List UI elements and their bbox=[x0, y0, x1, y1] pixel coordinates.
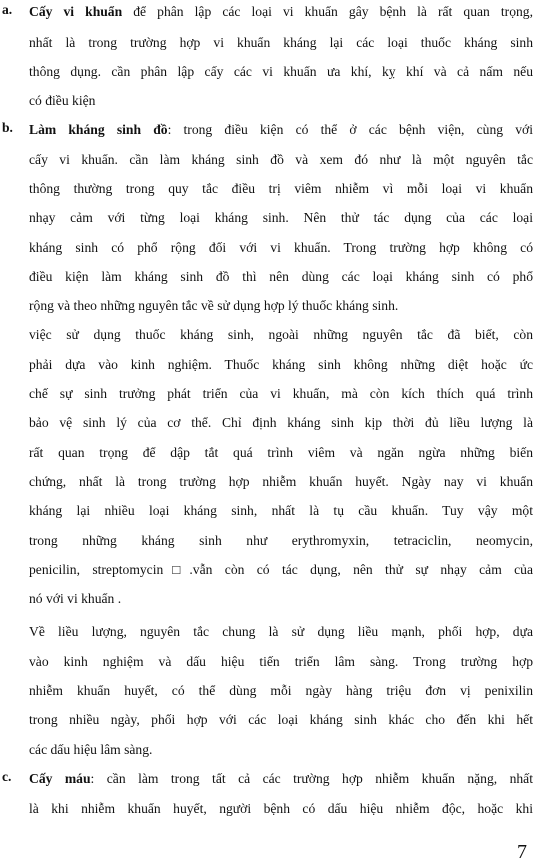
paragraph-1-line-2: phải dựa vào kinh nghiệm. Thuốc kháng sinh không những diệt hoặc ức bbox=[29, 357, 533, 372]
paragraph-2-line-4: trong nhiều ngày, phối hợp với các loại kháng sinh khác cho đến khi hết bbox=[29, 712, 533, 727]
section-c-heading: Cấy máu bbox=[29, 771, 91, 786]
paragraph-1-line-8: trong những kháng sinh như erythromyxin, tetraciclin, neomycin, bbox=[29, 533, 533, 548]
section-b-line-2: cấy vi khuẩn. cần làm kháng sinh đồ và xem đó như là một nguyên tắc bbox=[29, 152, 533, 167]
section-a-text: để phân lập các loại vi khuẩn gây bệnh là rất quan trọng, bbox=[133, 4, 533, 19]
section-b-line-1 bbox=[29, 120, 533, 140]
section-a-heading: Cấy vi khuẩn bbox=[29, 4, 123, 19]
page-number: 7 bbox=[517, 841, 527, 863]
paragraph-1-line-6: chứng, nhất là trong trường hợp nhiễm khuẩn huyết. Ngày nay vi khuẩn bbox=[29, 474, 533, 489]
section-a-line-4: có điều kiện bbox=[29, 93, 96, 108]
section-c-line-2: là khi nhiễm khuẩn huyết, người bệnh có dấu hiệu nhiễm độc, hoặc khi bbox=[29, 801, 533, 816]
paragraph-2-line-2: vào kinh nghiệm và dấu hiệu tiến triển lâm sàng. Trong trường hợp bbox=[29, 654, 533, 669]
section-b-text: : trong điều kiện có thể ở các bệnh viện, cùng với bbox=[167, 122, 533, 137]
paragraph-2-line-3: nhiễm khuẩn huyết, có thể dùng mỗi ngày hàng triệu đơn vị penixilin bbox=[29, 683, 533, 698]
section-a-line-2: nhất là trong trường hợp vi khuẩn kháng lại các loại thuốc kháng sinh bbox=[29, 35, 533, 50]
paragraph-1-line-4: bảo vệ sinh lý của cơ thể. Chỉ định kháng sinh kịp thời đủ liều lượng là bbox=[29, 415, 533, 430]
paragraph-1-line-1: việc sử dụng thuốc kháng sinh, ngoài những nguyên tắc đã biết, còn bbox=[29, 327, 533, 342]
paragraph-1-line-7: kháng lại nhiều loại kháng sinh, nhất là tụ cầu khuẩn. Tuy vậy một bbox=[29, 503, 533, 518]
section-b-line-4: nhạy cảm với từng loại kháng sinh. Nên thử tác dụng của các loại bbox=[29, 210, 533, 225]
list-marker-a: a. bbox=[2, 2, 13, 17]
section-b-line-7: rộng và theo những nguyên tắc về sử dụng hợp lý thuốc kháng sinh. bbox=[29, 298, 399, 313]
section-b-line-6: điều kiện làm kháng sinh đồ thì nên dùng các loại kháng sinh có phổ bbox=[29, 269, 533, 284]
list-marker-c: c. bbox=[2, 769, 12, 784]
section-b-line-5: kháng sinh có phổ rộng đối với vi khuẩn. Trong trường hợp không có bbox=[29, 240, 533, 255]
section-a-line-3: thông dụng. cần phân lập cấy các vi khuẩn ưa khí, kỵ khí và cả nấm nếu bbox=[29, 64, 533, 79]
section-a-line-1 bbox=[29, 2, 533, 22]
paragraph-2-line-1: Về liều lượng, nguyên tắc chung là sử dụng liều mạnh, phối hợp, dựa bbox=[29, 624, 533, 639]
paragraph-1-line-3: chế sự sinh trưởng phát triển của vi khuẩn, mà còn kích thích quá trình bbox=[29, 386, 533, 401]
list-marker-b: b. bbox=[2, 120, 13, 135]
section-b-heading: Làm kháng sinh đồ bbox=[29, 122, 168, 137]
paragraph-1-line-9: penicilin, streptomycin□.vẫn còn có tác dụng, nên thử sự nhạy cảm của bbox=[29, 562, 533, 577]
section-c-text: : cần làm trong tất cả các trường hợp nhiễm khuẩn nặng, nhất bbox=[90, 771, 533, 786]
paragraph-1-line-10: nó với vi khuẩn . bbox=[29, 591, 122, 606]
paragraph-2-line-5: các dấu hiệu lâm sàng. bbox=[29, 742, 153, 757]
section-b-line-3: thông thường trong quy tắc điều trị viêm nhiễm vì mỗi loại vi khuẩn bbox=[29, 181, 533, 196]
paragraph-1-line-5: rất quan trọng để dập tắt quá trình viêm và ngăn ngừa những biến bbox=[29, 445, 533, 460]
section-c-line-1 bbox=[29, 769, 533, 789]
